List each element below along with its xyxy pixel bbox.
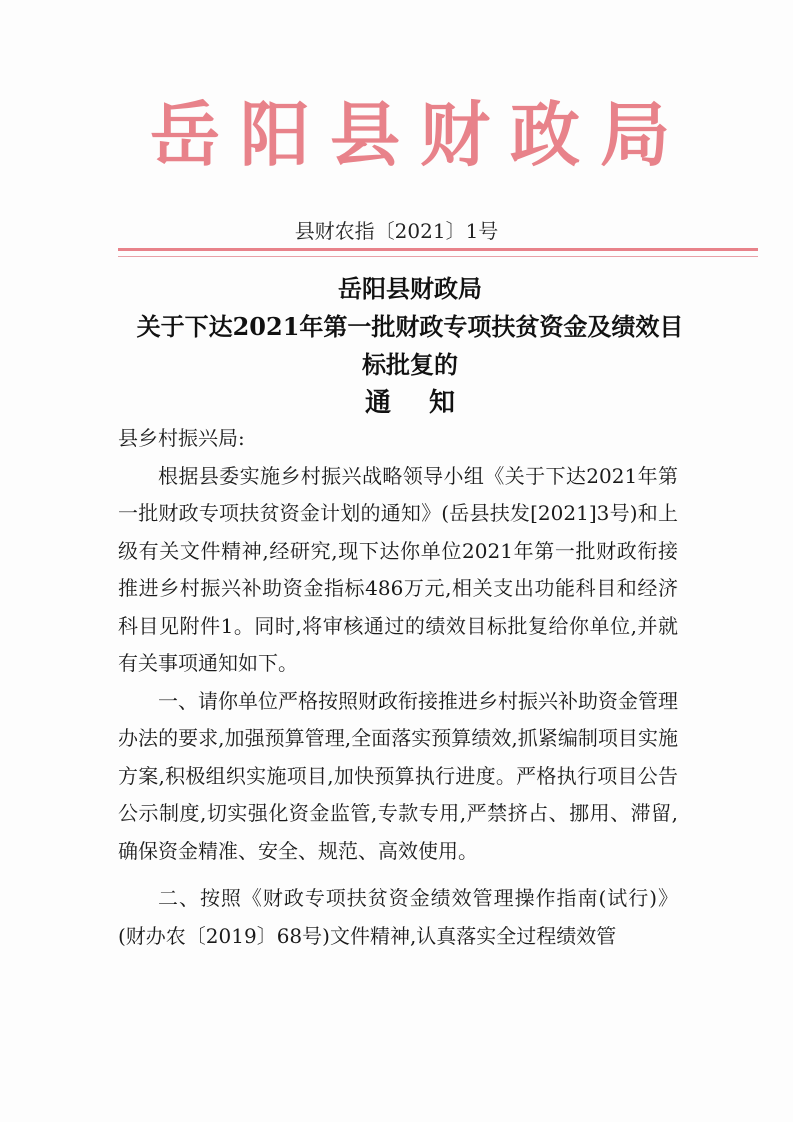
document-body [118, 420, 678, 955]
title-line-org: 岳阳县财政局 [338, 274, 482, 303]
letterhead-char: 局 [600, 93, 670, 176]
letterhead-char: 政 [510, 93, 580, 176]
letterhead-title [150, 93, 670, 176]
letterhead-char: 岳 [150, 93, 220, 176]
paragraph-intro: 根据县委实施乡村振兴战略领导小组《关于下达2021年第一批财政专项扶贫资金计划的通知》(岳县扶发[2021]3号)和上级有关文件精神,经研究,现下达你单位2021年第一批财政衔接推进乡村振兴补助资金指标486万元,相关支出功能科目和经济科目见附件1。同时,将审核通过的绩效目标批复给你单位,并就有关事项通知如下。 [118, 463, 678, 675]
letterhead-char: 阳 [240, 93, 310, 176]
title-line-subject-cont: 标批复的 [362, 350, 458, 379]
paragraph-item-1: 一、请你单位严格按照财政衔接推进乡村振兴补助资金管理办法的要求,加强预算管理,全面落实预算绩效,抓紧编制项目实施方案,积极组织实施项目,加快预算执行进度。严格执行项目公告公示制度,切实强化资金监管,专款专用,严禁挤占、挪用、滞留,确保资金精准、安全、规范、高效使用。 [118, 688, 678, 863]
document-number: 县财农指〔2021〕1号 [294, 219, 499, 243]
title-line-subject: 关于下达2021年第一批财政专项扶贫资金及绩效目 [136, 312, 684, 341]
salutation: 县乡村振兴局: [118, 426, 245, 450]
letterhead-char: 县 [330, 93, 400, 176]
document-title [110, 270, 710, 422]
red-divider-line [118, 248, 758, 251]
red-divider-line-thin [118, 256, 758, 257]
letterhead-char: 财 [420, 93, 490, 176]
title-line-notice: 通知 [364, 388, 493, 418]
paragraph-item-2: 二、按照《财政专项扶贫资金绩效管理操作指南(试行)》(财办农〔2019〕68号)文件精神,认真落实全过程绩效管 [118, 886, 678, 948]
